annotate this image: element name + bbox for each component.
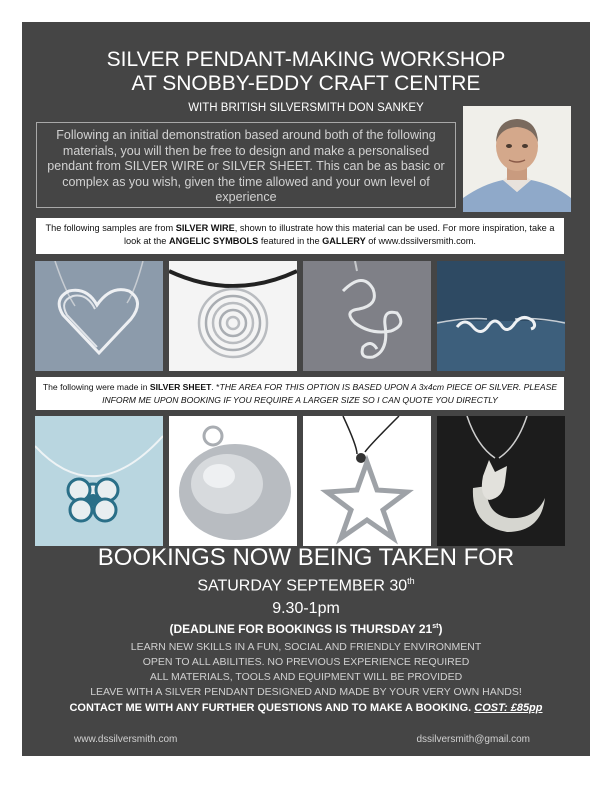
wire-sample-scroll	[303, 261, 431, 371]
feature-item: ALL MATERIALS, TOOLS AND EQUIPMENT WILL BE PROVIDED	[149, 671, 463, 683]
page-title-line-1: SILVER PENDANT-MAKING WORKSHOP	[106, 48, 506, 71]
sheet-info-text: . *	[211, 382, 220, 392]
date-suffix: th	[407, 576, 415, 586]
deadline-suffix: st	[432, 623, 439, 630]
wire-info-text: of www.dssilversmith.com.	[365, 235, 476, 246]
sheet-sample-moon-cat	[437, 416, 565, 546]
contact-text: CONTACT ME WITH ANY FURTHER QUESTIONS AND TO MAKE A BOOKING.	[69, 702, 475, 714]
features-list	[22, 640, 590, 700]
wire-info-highlight-silver-wire: SILVER WIRE	[175, 223, 235, 233]
wire-info-text: The following samples are from	[45, 223, 176, 233]
subtitle: WITH BRITISH SILVERSMITH DON SANKEY	[188, 102, 424, 114]
feature-item: LEARN NEW SKILLS IN A FUN, SOCIAL AND FRIENDLY ENVIRONMENT	[130, 641, 482, 653]
wire-info-text: , shown to illustrate how this material can be used. For more inspiration, take a look at the	[124, 223, 555, 246]
wire-info-highlight-angelic-symbols: ANGELIC SYMBOLS	[168, 235, 259, 246]
flyer-poster	[22, 22, 590, 756]
wire-sample-wave	[437, 261, 565, 371]
website-link[interactable]: www.dssilversmith.com	[74, 734, 178, 745]
intro-box	[36, 122, 456, 208]
contact-line	[22, 702, 590, 714]
workshop-time: 9.30-1pm	[272, 600, 340, 617]
sheet-sample-disc	[169, 416, 297, 546]
email-link[interactable]: dssilversmith@gmail.com	[416, 734, 530, 745]
booking-deadline	[22, 622, 590, 636]
intro-text: Following an initial demonstration based around both of the following materials, you will then be free to design and make a personalised pendant from SILVER WIRE or SILVER SHEET. This can be as basic or complex as you wish, given the time allowed and your own level of experience	[47, 128, 445, 204]
sheet-info-text: The following were made in	[42, 382, 150, 392]
workshop-date	[22, 576, 590, 595]
page-title-line-2: AT SNOBBY-EDDY CRAFT CENTRE	[131, 72, 481, 95]
cost-label: COST: £85pp	[474, 702, 543, 714]
portrait-photo	[463, 106, 571, 212]
feature-item: LEAVE WITH A SILVER PENDANT DESIGNED AND MADE BY YOUR VERY OWN HANDS!	[90, 686, 522, 698]
silver-wire-info	[36, 218, 564, 254]
sheet-sample-flower	[35, 416, 163, 546]
deadline-close: )	[438, 622, 443, 636]
feature-item: OPEN TO ALL ABILITIES. NO PREVIOUS EXPERIENCE REQUIRED	[142, 656, 470, 668]
sheet-info-highlight-silver-sheet: SILVER SHEET	[149, 382, 212, 392]
sheet-info-note: THE AREA FOR THIS OPTION IS BASED UPON A 3x4cm PIECE OF SILVER. PLEASE INFORM ME UPON BOOKING IF YOU REQUIRE A LARGER SIZE SO I CAN QUOTE YOU DIRECTLY	[102, 382, 558, 405]
date-text: SATURDAY SEPTEMBER 30	[197, 577, 408, 595]
wire-info-text: featured in the	[258, 235, 323, 246]
wire-sample-spiral	[169, 261, 297, 371]
wire-info-highlight-gallery: GALLERY	[322, 235, 366, 246]
bookings-heading: BOOKINGS NOW BEING TAKEN FOR	[97, 544, 515, 571]
deadline-text: (DEADLINE FOR BOOKINGS IS THURSDAY 21	[169, 622, 433, 636]
sheet-sample-star	[303, 416, 431, 546]
silver-sheet-info	[36, 377, 564, 410]
wire-sample-heart	[35, 261, 163, 371]
